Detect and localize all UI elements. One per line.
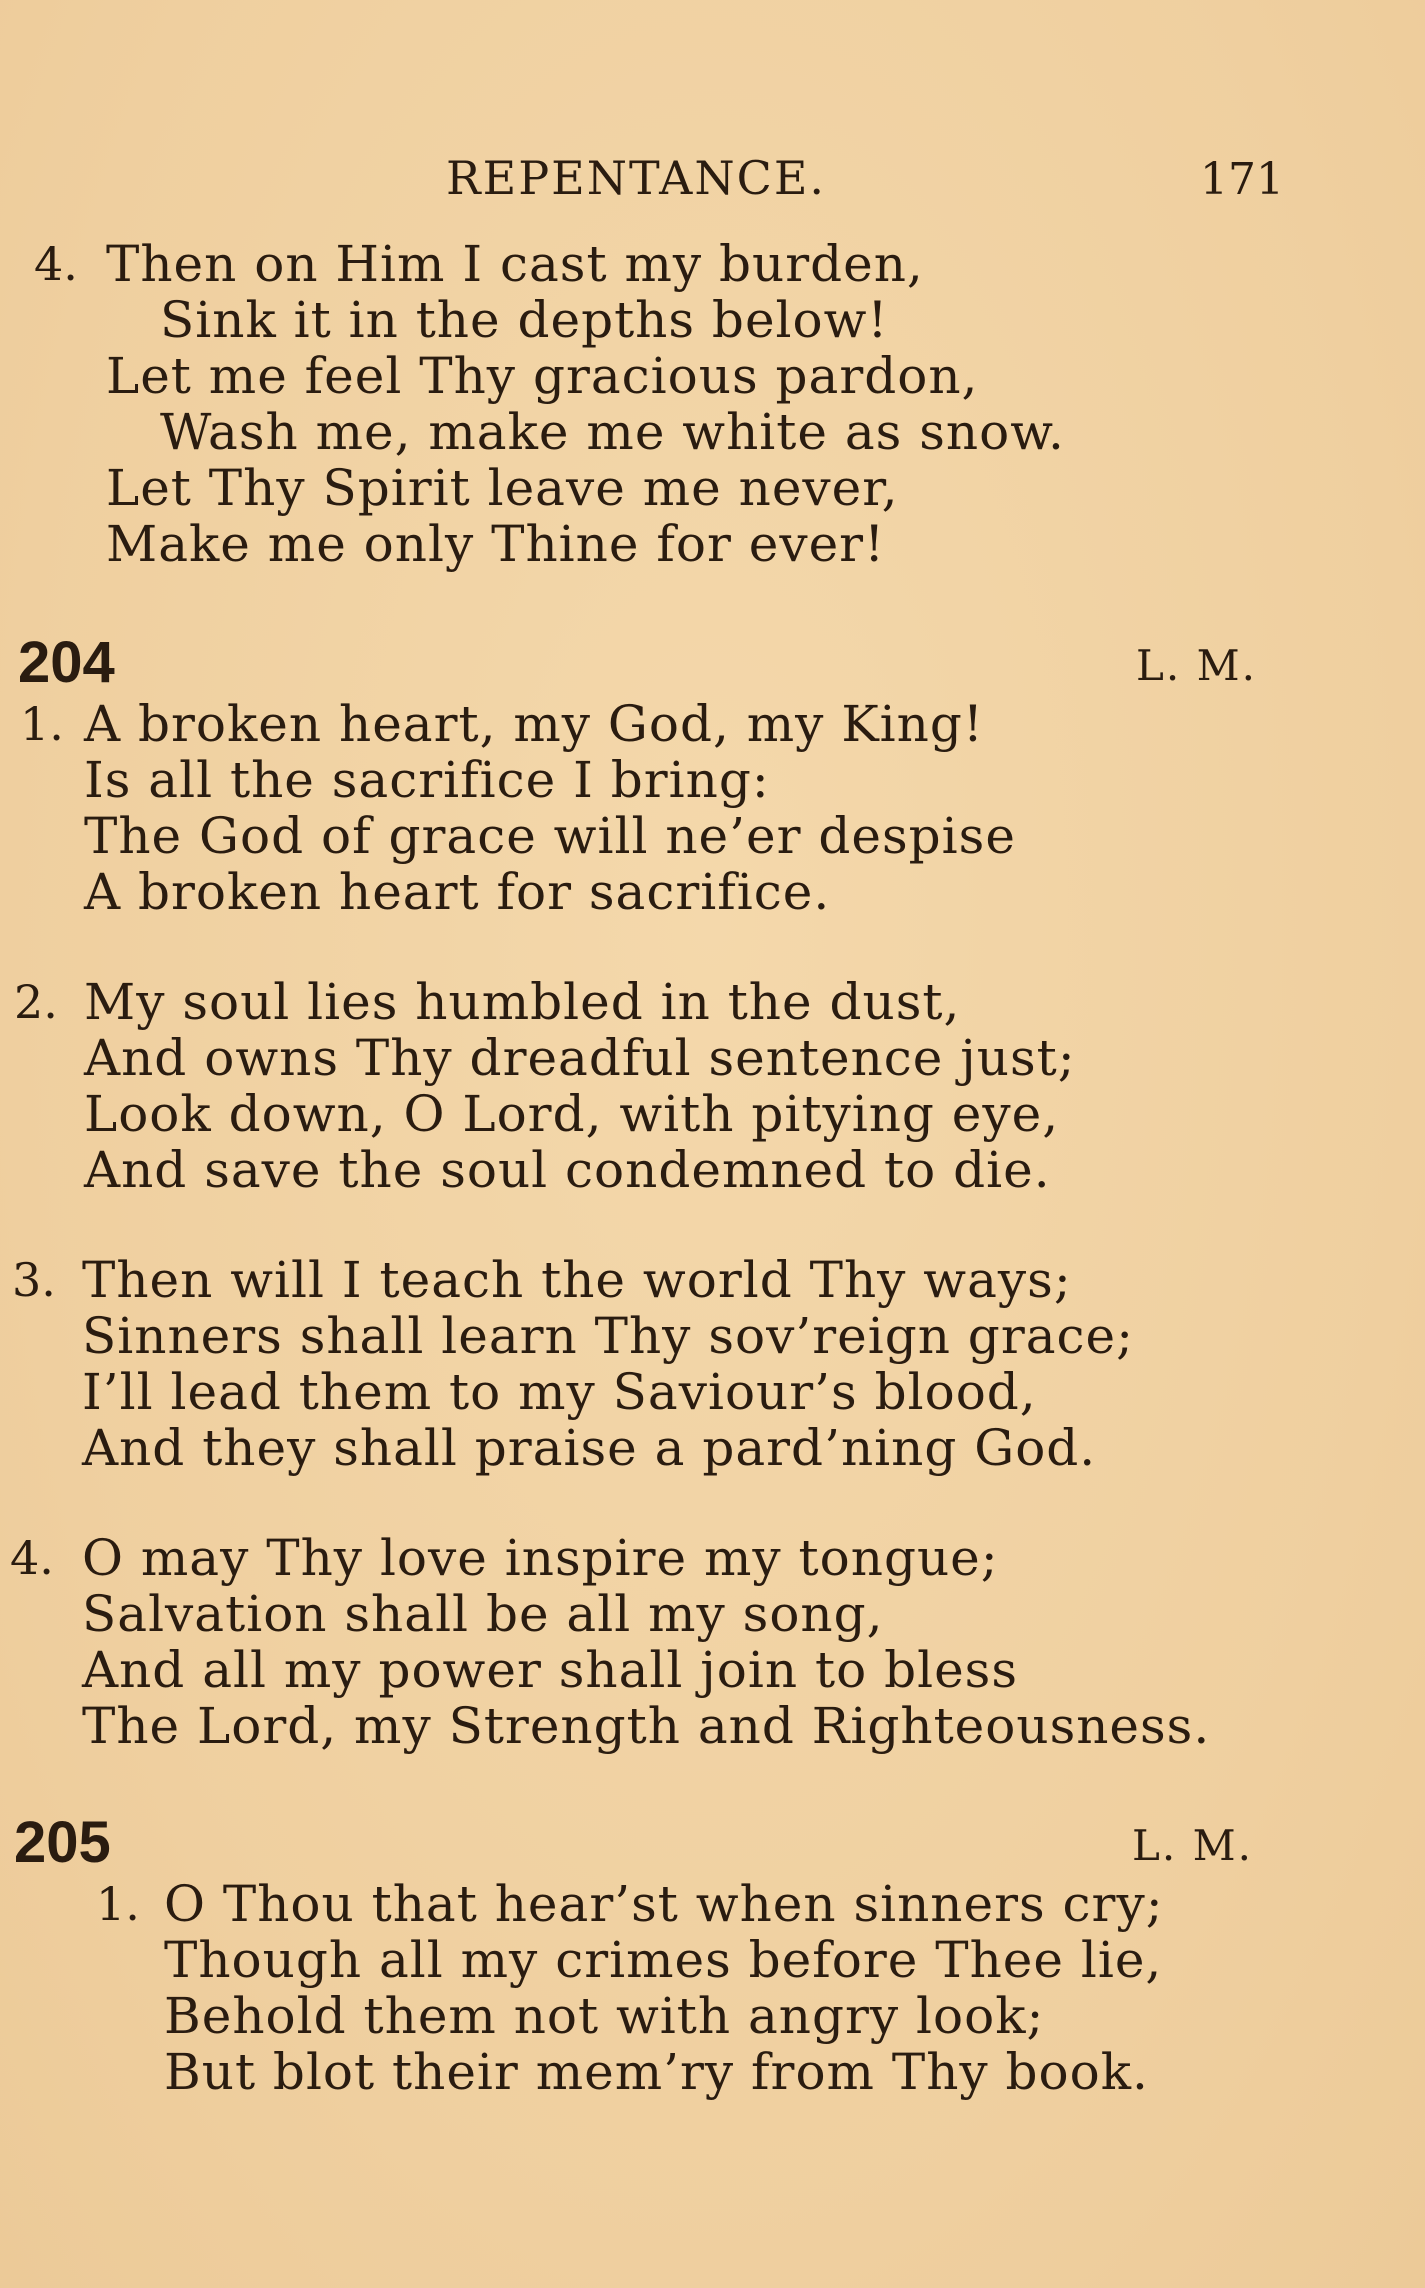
- verse-number: 3.: [12, 1253, 56, 1307]
- verse-line: The God of grace will ne’er despise: [84, 807, 1016, 865]
- verse-line: Let me feel Thy gracious pardon,: [106, 347, 979, 405]
- verse-line: And owns Thy dreadful sentence just;: [84, 1029, 1076, 1087]
- hymn-number: 204: [18, 630, 115, 695]
- verse-line: Look down, O Lord, with pitying eye,: [84, 1085, 1060, 1143]
- verse-line: O Thou that hear’st when sinners cry;: [164, 1875, 1164, 1933]
- page-number: 171: [1200, 154, 1284, 205]
- verse-line: And save the soul condemned to die.: [84, 1141, 1051, 1199]
- hymn-number: 205: [14, 1810, 111, 1875]
- verse-line: A broken heart, my God, my King!: [84, 695, 984, 753]
- verse-number: 1.: [96, 1877, 140, 1931]
- verse-line: And all my power shall join to bless: [82, 1641, 1018, 1699]
- verse-number: 4.: [34, 237, 78, 291]
- verse-line: A broken heart for sacrifice.: [84, 863, 831, 921]
- verse-line: Is all the sacrifice I bring:: [84, 751, 770, 809]
- verse-line: I’ll lead them to my Saviour’s blood,: [82, 1363, 1037, 1421]
- verse-line: And they shall praise a pard’ning God.: [82, 1419, 1097, 1477]
- verse-number: 2.: [14, 975, 58, 1029]
- verse-line: Then on Him I cast my burden,: [106, 235, 924, 293]
- verse-line: Though all my crimes before Thee lie,: [164, 1931, 1163, 1989]
- verse-line: Behold them not with angry look;: [164, 1987, 1045, 2045]
- verse-line: Make me only Thine for ever!: [106, 515, 886, 573]
- verse-line: Let Thy Spirit leave me never,: [106, 459, 899, 517]
- hymn-meter: L. M.: [1136, 641, 1257, 690]
- hymn-meter: L. M.: [1132, 1821, 1253, 1870]
- verse-line: But blot their mem’ry from Thy book.: [164, 2043, 1149, 2101]
- verse-line: Sinners shall learn Thy sov’reign grace;: [82, 1307, 1134, 1365]
- verse-line: Salvation shall be all my song,: [82, 1585, 884, 1643]
- running-title: REPENTANCE.: [446, 151, 827, 205]
- verse-line: The Lord, my Strength and Righteousness.: [82, 1697, 1211, 1755]
- verse-number: 1.: [20, 697, 64, 751]
- verse-line: Then will I teach the world Thy ways;: [82, 1251, 1072, 1309]
- verse-line: My soul lies humbled in the dust,: [84, 973, 961, 1031]
- verse-line: Sink it in the depths below!: [160, 291, 889, 349]
- verse-number: 4.: [10, 1531, 54, 1585]
- verse-line: O may Thy love inspire my tongue;: [82, 1529, 999, 1587]
- verse-line: Wash me, make me white as snow.: [160, 403, 1065, 461]
